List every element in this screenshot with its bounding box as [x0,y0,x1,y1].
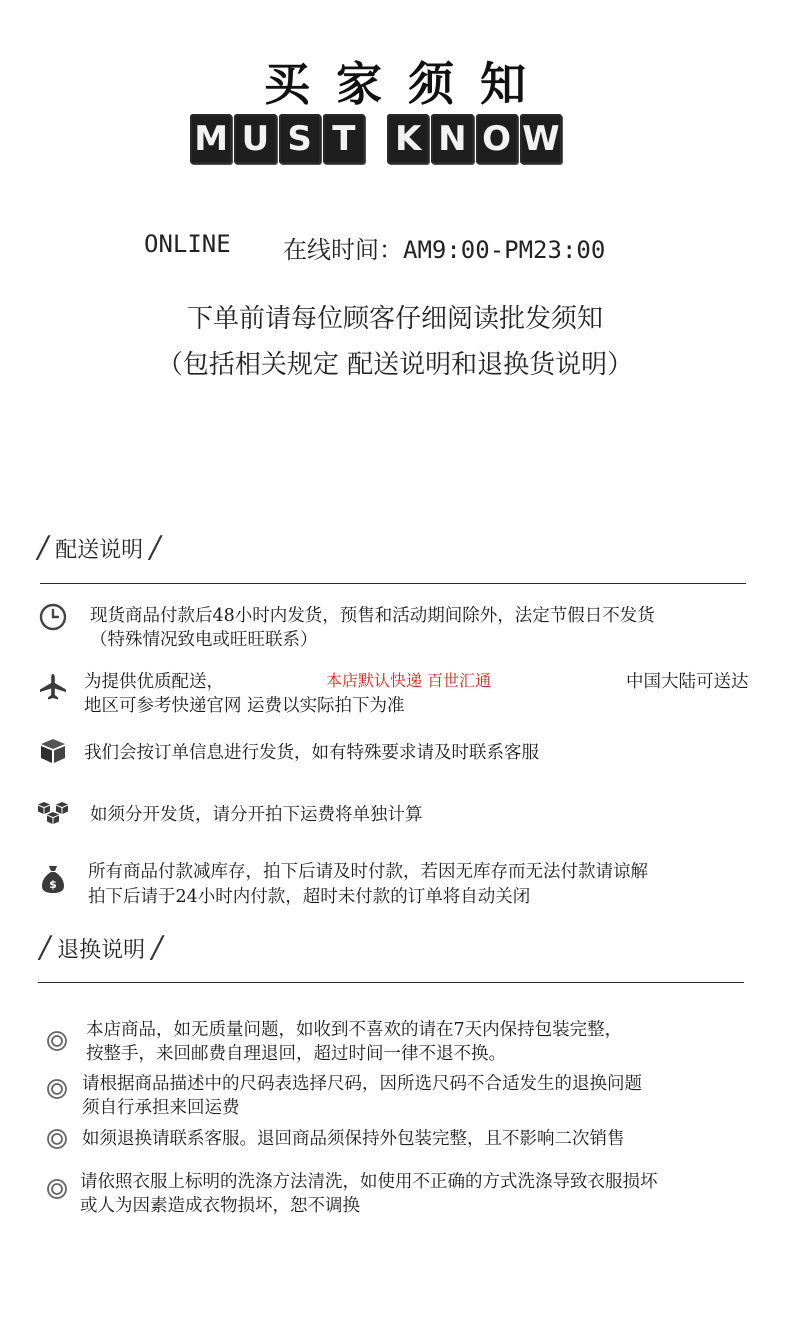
delivery-item-4-line-1: 如须分开发货，请分开拍下运费将单独计算 [90,805,423,825]
banner-letter: T [323,114,365,164]
intro-line-1: 下单前请每位顾客仔细阅读批发须知 [186,304,603,334]
money-bag-icon [36,862,70,896]
delivery-item-5-line-1: 所有商品付款减库存，拍下后请及时付款，若因无库存而无法付款请谅解 [88,862,648,882]
target-bullet-icon [40,1072,74,1106]
delivery-item-1-line-1: 现货商品付款后48小时内发货，预售和活动期间除外，法定节假日不发货 [90,606,655,626]
banner-letter: O [476,114,518,164]
delivery-heading [38,530,160,565]
returns-item-2-line-2: 须自行承担来回运费 [82,1098,240,1118]
clock-icon [36,600,70,634]
delivery-item-2-line-1b: 中国大陆可送达 [626,672,749,692]
online-time: 在线时间：AM9:00-PM23:00 [283,236,606,264]
banner-letter: N [431,114,473,164]
returns-heading-text: 退换说明 [57,938,146,963]
banner-letter: S [279,114,321,164]
online-label: ONLINE [144,230,231,258]
returns-item-1-line-1: 本店商品，如无质量问题，如收到不喜欢的请在7天内保持包装完整， [86,1020,623,1040]
banner-letter: W [520,114,562,164]
boxes-icon [36,796,70,830]
banner-letter: U [234,114,276,164]
banner-letter: M [190,114,232,164]
target-bullet-icon [40,1122,74,1156]
slash-icon: / [38,530,49,565]
delivery-item-2-line-1a: 为提供优质配送， [84,672,224,692]
package-icon [36,734,70,768]
slash-icon: / [152,930,163,965]
target-bullet-icon [40,1172,74,1206]
returns-item-2-line-1: 请根据商品描述中的尺码表选择尺码，因所选尺码不合适发生的退换问题 [82,1074,642,1094]
returns-item-4-line-1: 请依照衣服上标明的洗涤方法清洗，如使用不正确的方式洗涤导致衣服损坏 [80,1172,658,1192]
returns-heading [40,930,162,965]
target-bullet-icon [40,1024,74,1058]
intro-line-2: （包括相关规定 配送说明和退换货说明） [156,350,634,380]
section-divider [38,982,744,983]
delivery-item-1-line-2: （特殊情况致电或旺旺联系） [90,630,318,650]
delivery-item-2-line-2: 地区可参考快递官网 运费以实际拍下为准 [84,696,405,716]
returns-item-4-line-2: 或人为因素造成衣物损坏，恕不调换 [80,1196,360,1216]
returns-item-3-line-1: 如须退换请联系客服。退回商品须保持外包装完整，且不影响二次销售 [82,1129,625,1149]
delivery-item-3-line-1: 我们会按订单信息进行发货，如有特殊要求请及时联系客服 [84,743,539,763]
default-courier: 本店默认快递 百世汇通 [326,671,492,690]
slash-icon: / [150,530,161,565]
must-know-banner [190,112,562,166]
slash-icon: / [40,930,51,965]
returns-item-1-line-2: 按整手，来回邮费自理退回，超过时间一律不退不换。 [86,1044,506,1064]
delivery-item-5-line-2: 拍下后请于24小时内付款，超时未付款的订单将自动关闭 [88,887,531,907]
delivery-heading-text: 配送说明 [55,538,144,563]
banner-letter: K [387,114,429,164]
banner-gap [367,114,385,164]
svg-text:$: $ [49,878,57,891]
airplane-icon [36,670,70,704]
page-title: 买家须知 [264,57,552,111]
section-divider [40,583,746,584]
